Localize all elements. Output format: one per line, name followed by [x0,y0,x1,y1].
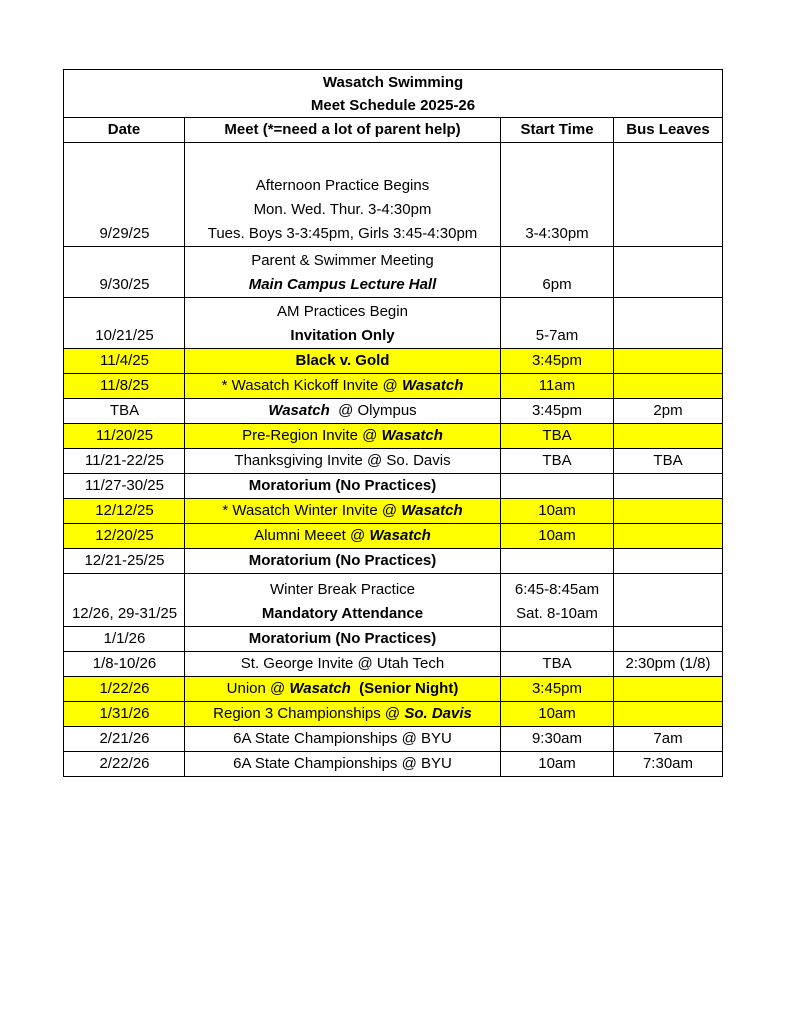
schedule-row [64,627,723,652]
start-time-text: TBA [542,655,572,672]
meet-line [188,273,497,297]
meet-cell [185,752,501,777]
start-time-cell [501,702,614,727]
schedule-row [64,143,723,247]
meet-line [188,198,497,222]
start-time-cell [501,627,614,652]
meet-text: Wasatch [401,502,463,519]
start-time-text: 3:45pm [531,680,583,697]
title-cell [64,70,723,118]
meet-text: Moratorium (No Practices) [248,477,437,494]
bus-leaves-cell [614,702,723,727]
meet-text: @ Olympus [329,402,417,419]
meet-line [188,499,497,523]
bus-leaves-cell [614,499,723,524]
start-time-text: TBA [542,452,572,469]
meet-line [188,424,497,448]
start-time-text: 3:45pm [531,402,583,419]
start-time-cell [501,374,614,399]
schedule-row [64,524,723,549]
meet-text: Union @ [226,680,290,697]
meet-line [188,652,497,676]
meet-text: Parent & Swimmer Meeting [251,252,434,269]
header-row [64,118,723,143]
start-time-cell [501,727,614,752]
start-time-cell [501,474,614,499]
meet-text: * Wasatch Winter Invite @ [222,502,402,519]
start-time-text: 10am [538,527,576,544]
schedule-row [64,677,723,702]
bus-leaves-cell [614,677,723,702]
meet-text: (Senior Night) [350,680,459,697]
meet-cell [185,574,501,627]
date-cell: TBA [64,399,185,424]
bus-leaves-cell [614,524,723,549]
meet-line [188,300,497,324]
schedule-row [64,727,723,752]
meet-cell [185,374,501,399]
bus-leaves-cell [614,574,723,627]
meet-text: Black v. Gold [295,352,390,369]
meet-cell [185,143,501,247]
start-time-text [504,549,610,573]
bus-leaves-cell: TBA [614,449,723,474]
schedule-row [64,374,723,399]
date-cell: 12/26, 29-31/25 [64,574,185,627]
start-time-cell [501,574,614,627]
start-time-cell [501,247,614,298]
bus-leaves-cell [614,549,723,574]
meet-line [188,249,497,273]
start-time-text: 3:45pm [531,352,583,369]
meet-cell [185,399,501,424]
start-time-text [504,474,610,498]
bus-leaves-cell [614,298,723,349]
meet-cell [185,652,501,677]
start-time-cell [501,752,614,777]
start-time-text: 6pm [542,276,572,293]
date-cell: 10/21/25 [64,298,185,349]
bus-leaves-cell: 2pm [614,399,723,424]
meet-cell [185,449,501,474]
meet-text: Thanksgiving Invite @ So. Davis [234,452,451,469]
meet-text: Wasatch [268,402,330,419]
start-time-text: 9:30am [531,730,583,747]
bus-leaves-cell [614,424,723,449]
date-cell: 12/21-25/25 [64,549,185,574]
date-cell: 9/29/25 [64,143,185,247]
meet-text: Main Campus Lecture Hall [248,276,437,293]
meet-line [188,349,497,373]
start-time-cell [501,677,614,702]
start-time-text: 10am [538,502,576,519]
meet-line [188,549,497,573]
schedule-row [64,247,723,298]
meet-cell [185,474,501,499]
meet-text: Wasatch [401,377,464,394]
start-time-text: 11am [538,377,576,394]
schedule-row [64,399,723,424]
meet-line [188,399,497,423]
date-cell: 2/21/26 [64,727,185,752]
meet-text: St. George Invite @ Utah Tech [240,655,445,672]
meet-text: Winter Break Practice [269,581,416,598]
schedule-title: Wasatch Swimming [322,73,464,91]
meet-text: Mandatory Attendance [261,605,424,622]
schedule-table [63,69,723,777]
meet-text: Afternoon Practice Begins [255,177,430,194]
date-cell: 11/4/25 [64,349,185,374]
meet-line [188,602,497,626]
meet-line [188,627,497,651]
date-cell: 12/20/25 [64,524,185,549]
meet-text: Moratorium (No Practices) [248,630,437,647]
start-time-cell [501,349,614,374]
meet-cell [185,549,501,574]
meet-text: Mon. Wed. Thur. 3-4:30pm [253,201,432,218]
meet-cell [185,499,501,524]
meet-line [188,222,497,246]
header-meet: Meet (*=need a lot of parent help) [185,118,501,143]
meet-text: Invitation Only [290,327,395,344]
meet-line [188,677,497,701]
start-time-text: 3-4:30pm [525,225,589,242]
meet-cell [185,524,501,549]
header-start-time: Start Time [501,118,614,143]
bus-leaves-cell: 7am [614,727,723,752]
start-time-cell [501,424,614,449]
start-time-text: 10am [538,705,576,722]
date-cell: 12/12/25 [64,499,185,524]
schedule-row [64,574,723,627]
meet-line [188,174,497,198]
date-cell: 11/20/25 [64,424,185,449]
meet-line [188,578,497,602]
meet-cell [185,424,501,449]
meet-line [188,702,497,726]
bus-leaves-cell [614,374,723,399]
start-time-cell [501,399,614,424]
meet-cell [185,627,501,652]
schedule-row [64,424,723,449]
meet-text: 6A State Championships @ BYU [233,755,452,772]
start-time-cell [501,652,614,677]
bus-leaves-cell: 7:30am [614,752,723,777]
start-time-cell [501,524,614,549]
date-cell: 11/27-30/25 [64,474,185,499]
schedule-row [64,702,723,727]
bus-leaves-cell: 2:30pm (1/8) [614,652,723,677]
header-bus-leaves: Bus Leaves [614,118,723,143]
bus-leaves-cell [614,474,723,499]
schedule-subtitle: Meet Schedule 2025-26 [310,96,476,114]
bus-leaves-cell [614,627,723,652]
bus-leaves-cell [614,143,723,247]
start-time-cell [501,298,614,349]
meet-line [188,752,497,776]
meet-cell [185,677,501,702]
start-time-cell [501,449,614,474]
meet-text: Region 3 Championships @ [213,705,405,722]
start-time-text [504,627,610,651]
meet-text: Wasatch [289,680,351,697]
date-cell: 2/22/26 [64,752,185,777]
meet-line [188,474,497,498]
schedule-row [64,549,723,574]
date-cell: 1/1/26 [64,627,185,652]
meet-text: Moratorium (No Practices) [248,552,437,569]
schedule-row [64,499,723,524]
start-time-cell [501,143,614,247]
schedule-row [64,652,723,677]
header-date: Date [64,118,185,143]
bus-leaves-cell [614,349,723,374]
meet-cell [185,349,501,374]
start-time-cell [501,499,614,524]
date-cell: 11/21-22/25 [64,449,185,474]
bus-leaves-cell [614,247,723,298]
date-cell: 9/30/25 [64,247,185,298]
start-time-text: 5-7am [535,327,579,344]
meet-text: Alumni Meeet @ [254,527,370,544]
schedule-row [64,298,723,349]
meet-cell [185,298,501,349]
meet-text: * Wasatch Kickoff Invite @ [221,377,402,394]
start-time-text: 10am [538,755,576,772]
meet-text: So. Davis [404,705,472,722]
meet-cell [185,727,501,752]
start-time-text: Sat. 8-10am [516,605,598,622]
meet-line [188,374,497,398]
schedule-row [64,752,723,777]
meet-text: AM Practices Begin [277,303,408,320]
meet-text: Wasatch [369,527,431,544]
date-cell: 11/8/25 [64,374,185,399]
date-cell: 1/8-10/26 [64,652,185,677]
meet-line [188,449,497,473]
meet-text: 6A State Championships @ BYU [233,730,452,747]
meet-cell [185,702,501,727]
title-row [64,70,723,118]
schedule-row [64,349,723,374]
meet-line [188,524,497,548]
schedule-row [64,449,723,474]
schedule-row [64,474,723,499]
meet-text: Tues. Boys 3-3:45pm, Girls 3:45-4:30pm [207,225,478,242]
start-time-cell [501,549,614,574]
meet-text: Pre-Region Invite @ [242,427,382,444]
meet-line [188,727,497,751]
meet-line [188,324,497,348]
date-cell: 1/22/26 [64,677,185,702]
date-cell: 1/31/26 [64,702,185,727]
meet-text: Wasatch [381,427,443,444]
meet-cell [185,247,501,298]
start-time-text: 6:45-8:45am [514,581,600,598]
start-time-text: TBA [542,427,572,444]
